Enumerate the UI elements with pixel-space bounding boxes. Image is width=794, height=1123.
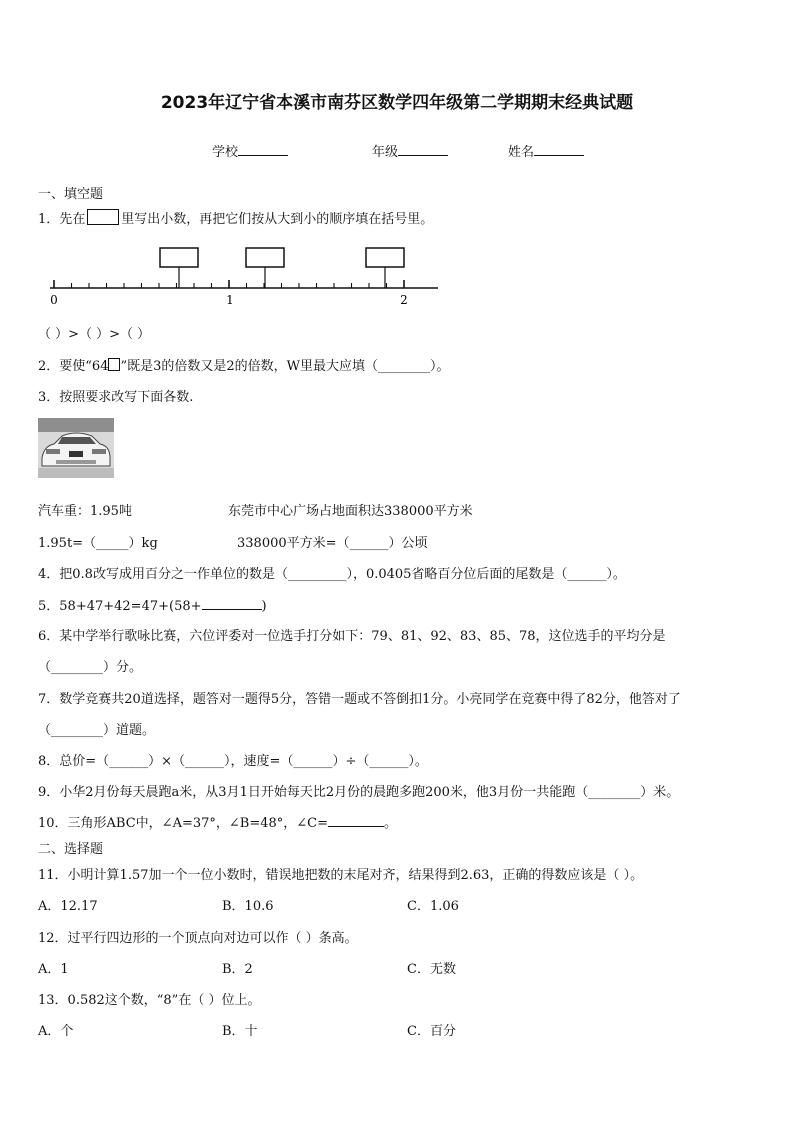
name-blank	[534, 143, 584, 156]
q12-option-b[interactable]: B．2	[222, 962, 253, 977]
school-label: 学校	[212, 145, 239, 160]
q13-option-b[interactable]: B．十	[222, 1024, 258, 1039]
question-1	[38, 208, 433, 227]
question-10	[38, 812, 397, 831]
tick-label-0: 0	[50, 293, 58, 306]
page-title: 2023年辽宁省本溪市南芬区数学四年级第二学期期末经典试题	[160, 93, 634, 113]
q3-convert-kg: 1.95t=（_____）kg	[38, 536, 158, 551]
q1-text-start: 1．先在	[38, 212, 86, 227]
q10-blank	[328, 814, 384, 827]
q11-option-a[interactable]: A．12.17	[38, 899, 98, 914]
number-line-ticks	[54, 280, 404, 288]
q2-digit-box	[108, 358, 120, 371]
question-13: 13．0.582这个数，“8”在（ ）位上。	[38, 993, 261, 1008]
answer-box-1	[160, 248, 198, 267]
question-6-line-2: （________）分。	[38, 660, 143, 675]
q5-blank	[202, 597, 262, 610]
number-line-diagram	[40, 240, 450, 306]
q13-option-a[interactable]: A．个	[38, 1024, 74, 1039]
section-fill-heading: 一、填空题	[38, 187, 104, 202]
name-field	[508, 141, 584, 160]
school-field	[212, 141, 288, 160]
answer-box-2	[246, 248, 284, 267]
grade-field	[372, 141, 448, 160]
question-7-line-1: 7．数学竞赛共20道选择，题答对一题得5分，答错一题或不答倒扣1分。小亮同学在竞赛中得了82分，他答对了	[38, 692, 681, 707]
q3-convert-hectare: 338000平方米=（______）公顷	[237, 536, 428, 551]
q2-text-start: 2．要使“64	[38, 359, 109, 374]
answer-box-3	[366, 248, 404, 267]
q11-option-b[interactable]: B．10.6	[222, 899, 274, 914]
q2-text-end: ”既是3的倍数又是2的倍数，W里最大应填（________）。	[120, 359, 450, 374]
q1-order-answer: （ ）>（ ）>（ ）	[38, 327, 151, 342]
q1-text-end: 里写出小数，再把它们按从大到小的顺序填在括号里。	[121, 212, 434, 227]
school-blank	[238, 143, 288, 156]
question-12: 12．过平行四边形的一个顶点向对边可以作（ ）条高。	[38, 931, 358, 946]
q3-car-weight: 汽车重：1.95吨	[38, 504, 132, 519]
question-2	[38, 355, 450, 374]
question-8: 8．总价=（______）×（______），速度=（______）÷（______）。	[38, 754, 428, 769]
q5-text: 5．58+47+42=47+(58+	[38, 599, 202, 614]
grade-blank	[398, 143, 448, 156]
q3-plaza-area: 东莞市中心广场占地面积达338000平方米	[228, 504, 473, 519]
name-label: 姓名	[508, 145, 535, 160]
question-6-line-1: 6．某中学举行歌咏比赛，六位评委对一位选手打分如下：79、81、92、83、85、78，这位选手的平均分是	[38, 629, 666, 644]
tick-label-2: 2	[400, 293, 408, 306]
q10-text: 10．三角形ABC中，∠A=37°，∠B=48°，∠C=	[38, 816, 328, 831]
q5-tail: )	[261, 599, 267, 614]
tick-label-1: 1	[226, 293, 234, 306]
question-3: 3．按照要求改写下面各数.	[38, 390, 194, 405]
question-7-line-2: （________）道题。	[38, 723, 156, 738]
q12-option-c[interactable]: C．无数	[407, 962, 456, 977]
question-4: 4．把0.8改写成用百分之一作单位的数是（_________），0.0405省略百分位后面的尾数是（______）。	[38, 567, 626, 582]
car-photo	[38, 418, 114, 478]
q12-option-a[interactable]: A．1	[38, 962, 69, 977]
question-11: 11．小明计算1.57加一个一位小数时，错误地把数的末尾对齐，结果得到2.63，正确的得数应该是（ ）。	[38, 868, 644, 883]
q13-option-c[interactable]: C．百分	[407, 1024, 456, 1039]
question-9: 9．小华2月份每天晨跑a米，从3月1日开始每天比2月份的晨跑多跑200米，他3月份一共能跑（________）米。	[38, 785, 680, 800]
q11-option-c[interactable]: C．1.06	[407, 899, 459, 914]
question-5	[38, 595, 267, 614]
q10-tail: 。	[384, 816, 398, 831]
section-choice-heading: 二、选择题	[38, 842, 104, 857]
grade-label: 年级	[372, 145, 399, 160]
q1-box	[87, 209, 119, 225]
